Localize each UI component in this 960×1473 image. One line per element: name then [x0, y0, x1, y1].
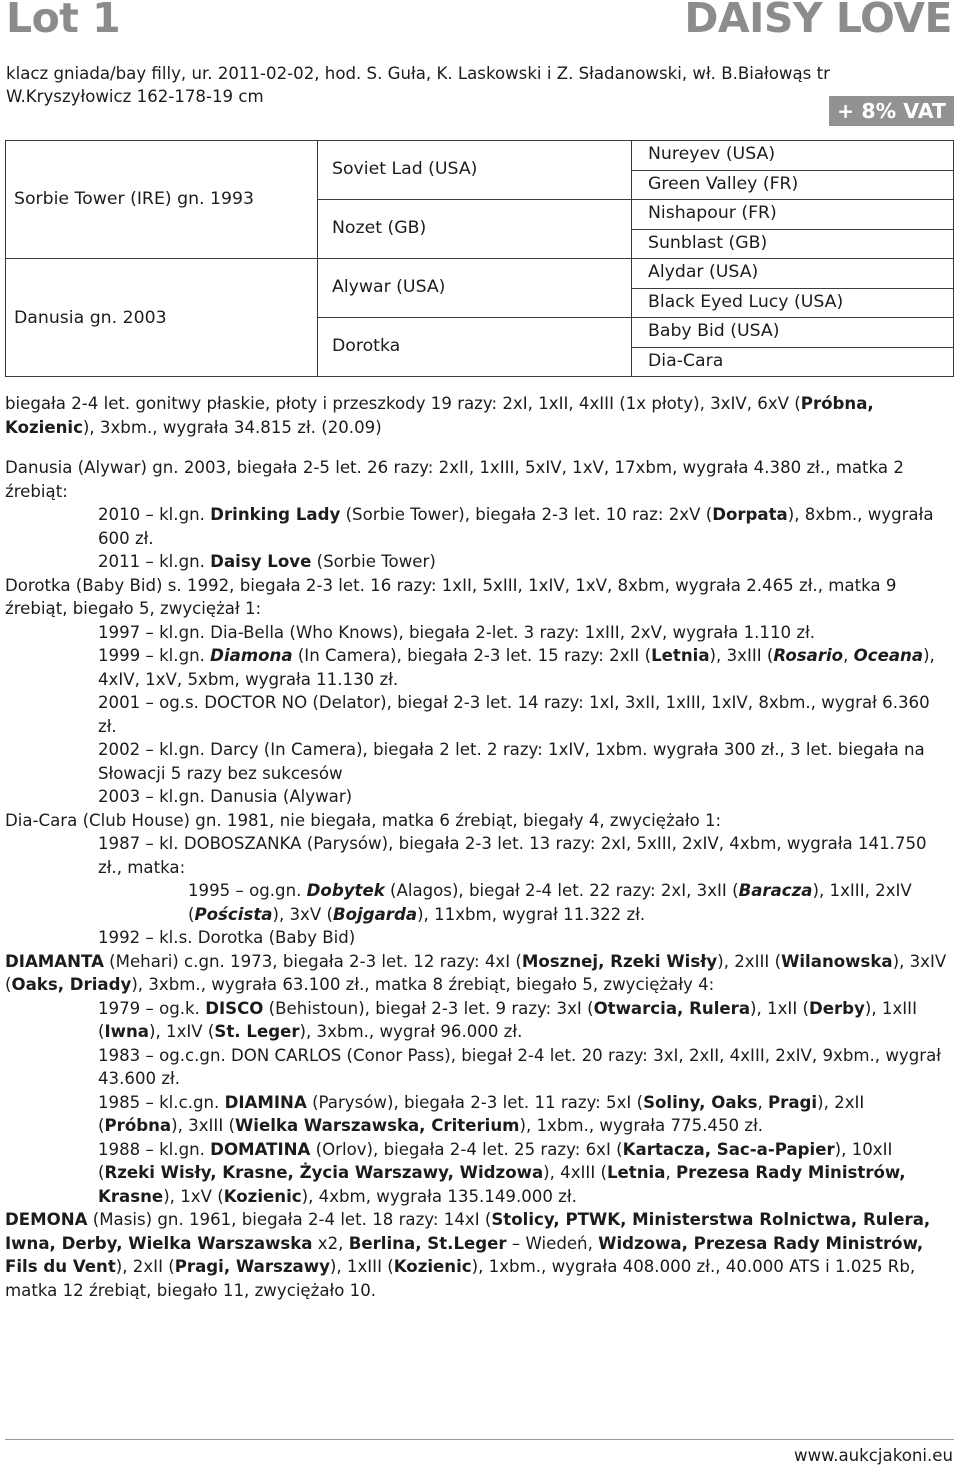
pedigree-divider	[317, 199, 631, 200]
footer-divider	[5, 1439, 954, 1440]
pedigree-divider	[631, 288, 953, 289]
horse-description: klacz gniada/bay filly, ur. 2011-02-02, hod. S. Guła, K. Laskowski i Z. Sładanowski, wł. B.Białowąs tr W.Kryszyłowicz 162-178-19 cm	[6, 64, 830, 106]
offspring-entry: 2001 – og.s. DOCTOR NO (Delator), biegał 2-3 let. 14 razy: 1xI, 3xII, 1xIII, 1xIV, 8xbm., wygrał 6.360 zł.	[98, 693, 930, 736]
offspring-entry: 2010 – kl.gn. Drinking Lady (Sorbie Tower), biegała 2-3 let. 10 raz: 2xV (Dorpata), 8xbm., wygrała 600 zł.	[98, 505, 934, 548]
pedigree-sire: Sorbie Tower (IRE) gn. 1993	[14, 189, 254, 209]
pedigree-table	[5, 140, 954, 377]
pedigree-gen2: Nozet (GB)	[332, 218, 427, 238]
dam-entry: Danusia (Alywar) gn. 2003, biegała 2-5 let. 26 razy: 2xII, 1xIII, 5xIV, 1xV, 17xbm, wygrała 4.380 zł., matka 2 źrebiąt:	[5, 458, 904, 501]
ancestor-entry: DEMONA (Masis) gn. 1961, biegała 2-4 let. 18 razy: 14xI (Stolicy, PTWK, Ministerstwa Rolnictwa, Rulera, Iwna, Derby, Wielka Warszawska x2, Berlina, St.Leger – Wiedeń, Widzowa, Prezesa Rady Ministrów, Fils du Vent), 2xII (Pragi, Warszawy), 1xIII (Kozienic), 1xbm., wygrała 408.000 zł., 40.000 ATS i 1.025 Rb, matka 12 źrebiąt, biegało 11, zwyciężało 10.	[5, 1210, 931, 1300]
offspring-entry: 1997 – kl.gn. Dia-Bella (Who Knows), biegała 2-let. 3 razy: 1xIII, 2xV, wygrała 1.110 zł.	[98, 622, 816, 642]
race-history	[5, 392, 953, 1302]
pedigree-gen2: Dorotka	[332, 336, 401, 356]
pedigree-gen3: Baby Bid (USA)	[648, 321, 780, 341]
pedigree-gen3: Alydar (USA)	[648, 262, 759, 282]
pedigree-gen3: Dia-Cara	[648, 351, 724, 371]
pedigree-dam: Danusia gn. 2003	[14, 308, 167, 328]
pedigree-divider	[631, 170, 953, 171]
offspring-entry: 2003 – kl.gn. Danusia (Alywar)	[98, 787, 353, 806]
vat-badge: + 8% VAT	[829, 96, 954, 126]
great-granddam-entry: Dia-Cara (Club House) gn. 1981, nie biegała, matka 6 źrebiąt, biegały 4, zwyciężało 1:	[5, 810, 722, 830]
footer-url[interactable]: www.aukcjakoni.eu	[794, 1446, 953, 1465]
pedigree-divider	[631, 229, 953, 230]
pedigree-gen2: Soviet Lad (USA)	[332, 159, 478, 179]
offspring-entry: 1999 – kl.gn. Diamona (In Camera), biegała 2-3 let. 15 razy: 2xII (Letnia), 3xIII (Rosario, Oceana), 4xIV, 1xV, 5xbm, wygrała 11.130 zł.	[98, 646, 935, 689]
pedigree-divider	[6, 258, 317, 259]
ancestor-entry: DIAMANTA (Mehari) c.gn. 1973, biegała 2-3 let. 12 razy: 4xI (Mosznej, Rzeki Wisły), 2xIII (Wilanowska), 3xIV (Oaks, Driady), 3xbm., wygrała 63.100 zł., matka 8 źrebiąt, biegało 5, zwyciężały 4:	[5, 951, 947, 994]
race-record: biegała 2-4 let. gonitwy płaskie, płoty i przeszkody 19 razy: 2xI, 1xII, 4xIII (1x płoty), 3xIV, 6xV (Próbna, Kozienic), 3xbm., wygrała 34.815 zł. (20.09)	[5, 394, 874, 437]
pedigree-gen3: Nishapour (FR)	[648, 203, 777, 223]
lot-number: Lot 1	[6, 0, 121, 42]
offspring-entry: 1995 – og.gn. Dobytek (Alagos), biegał 2-4 let. 22 razy: 2xI, 3xII (Baracza), 1xIII, 2xIV (Poścista), 3xV (Bojgarda), 11xbm, wygrał 11.322 zł.	[188, 881, 912, 924]
offspring-entry: 1988 – kl.gn. DOMATINA (Orlov), biegała 2-4 let. 25 razy: 6xI (Kartacza, Sac-a-Papier), 10xII (Rzeki Wisły, Krasne, Życia Warszawy, Widzowa), 4xIII (Letnia, Prezesa Rady Ministrów, Krasne), 1xV (Kozienic), 4xbm, wygrała 135.149.000 zł.	[98, 1139, 906, 1206]
offspring-entry: 2002 – kl.gn. Darcy (In Camera), biegała 2 let. 2 razy: 1xIV, 1xbm. wygrała 300 zł., 3 let. biegała na Słowacji 5 razy bez sukcesów	[98, 740, 925, 783]
offspring-entry: 1987 – kl. DOBOSZANKA (Parysów), biegała 2-3 let. 13 razy: 2xI, 5xIII, 2xIV, 4xbm, wygrała 141.750 zł., matka:	[98, 834, 927, 877]
offspring-entry: 1983 – og.c.gn. DON CARLOS (Conor Pass), biegał 2-4 let. 20 razy: 3xI, 2xII, 4xIII, 2xIV, 9xbm., wygrał 43.600 zł.	[98, 1045, 941, 1088]
offspring-entry: 1985 – kl.c.gn. DIAMINA (Parysów), biegała 2-3 let. 11 razy: 5xI (Soliny, Oaks, Pragi), 2xII (Próbna), 3xIII (Wielka Warszawska, Criterium), 1xbm., wygrała 775.450 zł.	[98, 1092, 865, 1135]
offspring-entry: 1979 – og.k. DISCO (Behistoun), biegał 2-3 let. 9 razy: 3xI (Otwarcia, Rulera), 1xII (Derby), 1xIII (Iwna), 1xIV (St. Leger), 3xbm., wygrał 96.000 zł.	[98, 998, 917, 1041]
pedigree-divider	[317, 317, 631, 318]
pedigree-gen3: Sunblast (GB)	[648, 233, 768, 253]
pedigree-divider	[631, 199, 953, 200]
granddam-entry: Dorotka (Baby Bid) s. 1992, biegała 2-3 let. 16 razy: 1xII, 5xIII, 1xIV, 1xV, 8xbm, wygrała 2.465 zł., matka 9 źrebiąt, biegało 5, zwyciężał 1:	[5, 575, 897, 618]
pedigree-gen3: Nureyev (USA)	[648, 144, 776, 164]
pedigree-gen3: Green Valley (FR)	[648, 174, 799, 194]
offspring-entry: 2011 – kl.gn. Daisy Love (Sorbie Tower)	[98, 552, 436, 571]
offspring-entry: 1992 – kl.s. Dorotka (Baby Bid)	[98, 928, 356, 947]
pedigree-gen2: Alywar (USA)	[332, 277, 446, 297]
pedigree-divider	[317, 258, 631, 259]
pedigree-gen3: Black Eyed Lucy (USA)	[648, 292, 844, 312]
pedigree-divider	[631, 258, 953, 259]
pedigree-divider	[631, 317, 953, 318]
horse-name: DAISY LOVE	[684, 0, 952, 42]
pedigree-divider	[631, 347, 953, 348]
